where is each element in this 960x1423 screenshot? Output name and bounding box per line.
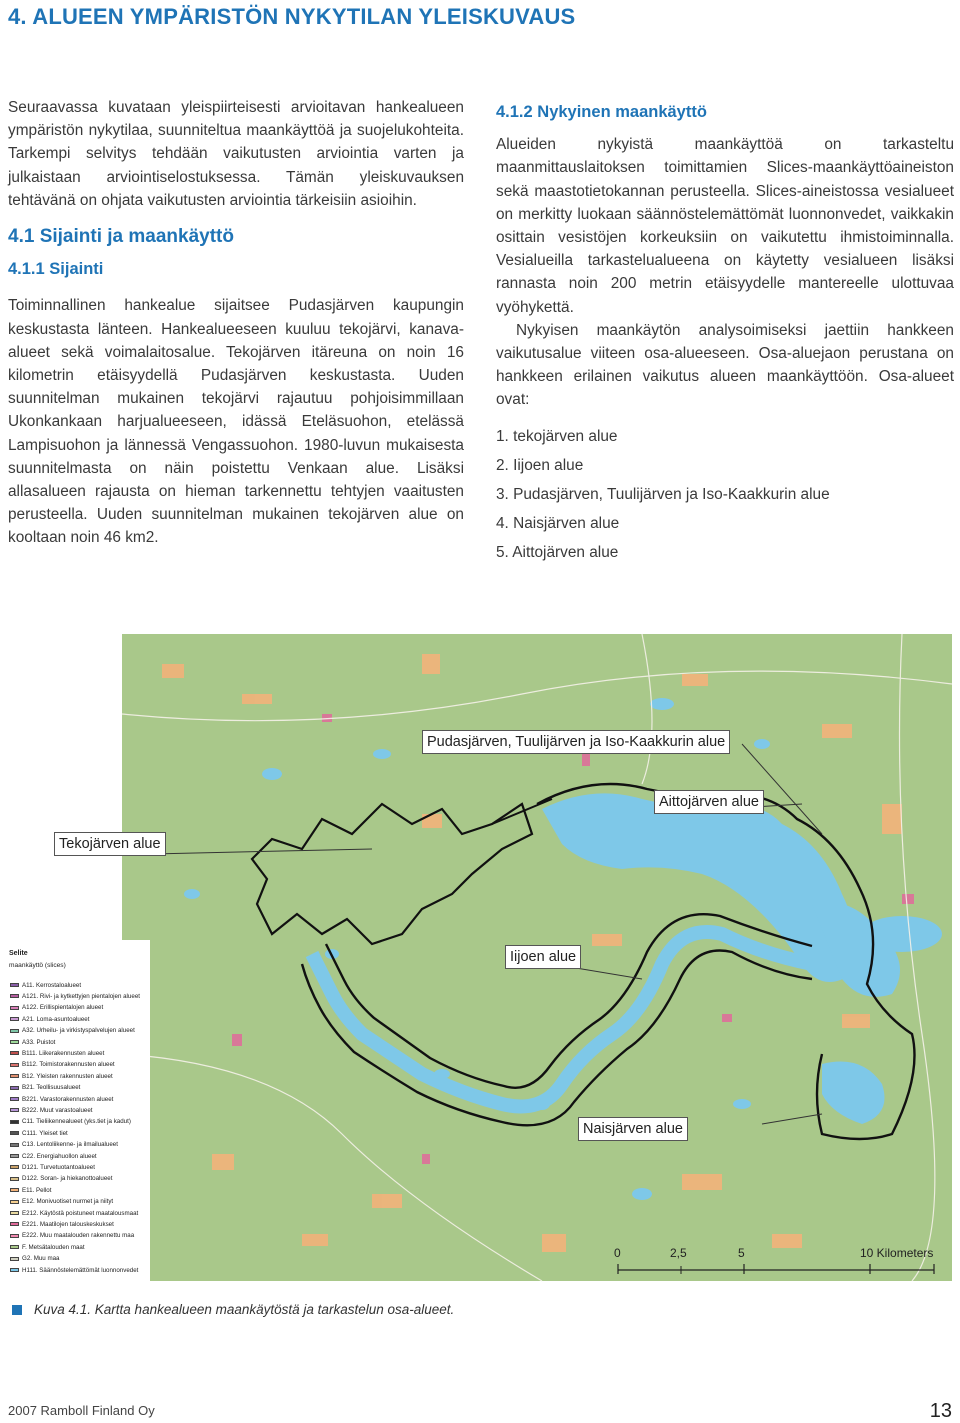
legend-label: D122. Soran- ja hiekanottoalueet — [22, 1175, 113, 1183]
legend-swatch — [10, 1086, 19, 1090]
legend-item — [10, 1151, 97, 1161]
caption-bullet-icon — [12, 1305, 22, 1315]
legend-swatch — [10, 1188, 19, 1192]
legend-label: F. Metsätalouden maat — [22, 1243, 85, 1251]
legend-label: A11. Kerrostaloalueet — [22, 981, 82, 989]
legend-item — [10, 980, 81, 990]
list-item: 1. tekojärven alue — [496, 427, 618, 445]
legend-label: B221. Varastorakennusten alueet — [22, 1095, 114, 1103]
legend-swatch — [10, 1097, 19, 1101]
legend-label: B112. Toimistorakennusten alueet — [22, 1061, 115, 1069]
legend-swatch — [10, 983, 19, 987]
legend-swatch — [10, 994, 19, 998]
left-column — [8, 96, 464, 550]
legend-item — [10, 1242, 85, 1252]
scale-tick-10: 10 Kilometers — [860, 1246, 934, 1260]
callout-iijoki: Iijoen alue — [505, 945, 581, 969]
legend-label: E221. Maatilojen talouskeskukset — [22, 1220, 114, 1228]
legend-swatch — [10, 1120, 19, 1124]
list-item: 2. Iijoen alue — [496, 456, 584, 474]
legend-label: A122. Erillispientalojen alueet — [22, 1004, 104, 1012]
figure-caption — [12, 1302, 454, 1317]
subarea-list — [496, 422, 954, 567]
scale-tick-0: 0 — [614, 1246, 621, 1260]
legend-swatch — [10, 1154, 19, 1158]
legend-item — [10, 1162, 95, 1172]
legend-label: C111. Yleiset tiet — [22, 1129, 68, 1137]
caption-text: Kuva 4.1. Kartta hankealueen maankäytöstä ja tarkastelun osa-alueet. — [34, 1302, 455, 1317]
chapter-title: 4. ALUEEN YMPÄRISTÖN NYKYTILAN YLEISKUVAUS — [8, 4, 576, 29]
legend-swatch — [10, 1211, 19, 1215]
legend-item — [10, 1071, 113, 1081]
legend-item — [10, 1208, 138, 1218]
legend-swatch — [10, 1222, 19, 1226]
legend-label: C13. Lentoliikenne- ja ilmailualueet — [22, 1141, 118, 1149]
legend-item — [10, 1117, 131, 1127]
legend-label: H111. Säännöstelemättömät luonnonvedet — [22, 1266, 139, 1274]
legend-label: E212. Käytöstä poistuneet maatalousmaat — [22, 1209, 139, 1217]
legend-label: D121. Turvetuotantoalueet — [22, 1163, 95, 1171]
legend-swatch — [10, 1257, 19, 1261]
callout-naisjarvi: Naisjärven alue — [578, 1117, 688, 1141]
section-heading-4-1: 4.1 Sijainti ja maankäyttö — [8, 226, 234, 248]
legend-item — [10, 1014, 89, 1024]
legend-item — [10, 1026, 135, 1036]
callout-tekojarvi: Tekojärven alue — [54, 832, 166, 856]
map-legend — [0, 940, 150, 1281]
legend-title: Selite — [9, 950, 28, 957]
legend-item — [10, 1219, 114, 1229]
legend-swatch — [10, 1165, 19, 1169]
legend-item — [10, 991, 140, 1001]
section-heading-4-1-1: 4.1.1 Sijainti — [8, 260, 104, 279]
legend-label: C22. Energiahuollon alueet — [22, 1152, 97, 1160]
legend-swatch — [10, 1040, 19, 1044]
legend-item — [10, 1128, 68, 1138]
footer-company: 2007 Ramboll Finland Oy — [8, 1403, 155, 1418]
legend-label: E11. Pellot — [22, 1186, 52, 1194]
legend-item — [10, 1003, 103, 1013]
legend-item — [10, 1231, 134, 1241]
legend-label: E222. Muu maatalouden rakennettu maa — [22, 1232, 135, 1240]
legend-swatch — [10, 1234, 19, 1238]
section-heading-4-1-2: 4.1.2 Nykyinen maankäyttö — [496, 103, 707, 121]
legend-item — [10, 1105, 93, 1115]
legend-swatch — [10, 1200, 19, 1204]
legend-label: A32. Urheilu- ja virkistyspalvelujen alueet — [22, 1027, 135, 1035]
legend-swatch — [10, 1006, 19, 1010]
legend-item — [10, 1094, 113, 1104]
legend-item — [10, 1140, 118, 1150]
legend-swatch — [10, 1131, 19, 1135]
legend-swatch — [10, 1268, 19, 1272]
list-item: 3. Pudasjärven, Tuulijärven ja Iso-Kaakkurin alue — [496, 485, 830, 503]
legend-subtitle: maankäyttö (slices) — [9, 962, 66, 969]
legend-swatch — [10, 1029, 19, 1033]
legend-label: A121. Rivi- ja kytkettyjen pientalojen alueet — [22, 992, 140, 1000]
legend-label: B222. Muut varastoalueet — [22, 1106, 93, 1114]
landuse-paragraph-1: Alueiden nykyistä maankäyttöä on tarkasteltu maanmittauslaitoksen toimittamien Slices-maankäyttöaineiston sekä maastotietokannan perusteella. Slices-aineistossa vesialueet on merkitty luokaan säännöstelemättömät luonnonvedet, vaikkakin osittain vesistöjen korkeuksiin on vaikutettu ihmistoiminnalla. Vesialueilla tarkastelualueena on käytetty vesialueen lisäksi rannasta noin 200 metrin etäisyydelle mantereelle ulottuvaa vyöhykettä. — [496, 136, 954, 316]
legend-item — [10, 1174, 112, 1184]
legend-label: C11. Tieliikennealueet (yks.tiet ja kadut) — [22, 1118, 131, 1126]
legend-swatch — [10, 1051, 19, 1055]
callout-aittojarvi: Aittojärven alue — [654, 790, 764, 814]
legend-label: B12. Yleisten rakennusten alueet — [22, 1072, 113, 1080]
legend-label: G2. Muu maa — [22, 1255, 60, 1263]
legend-item — [10, 1254, 60, 1264]
scale-tick-5: 5 — [738, 1246, 745, 1260]
list-item: 4. Naisjärven alue — [496, 514, 620, 532]
legend-item — [10, 1048, 104, 1058]
intro-paragraph: Seuraavassa kuvataan yleispiirteisesti arvioitavan hankealueen ympäristön nykytilaa, suunniteltua maankäyttöä ja suojelukohteita. Tarkempi selvitys tehdään vaikutusten arviointia varten ja julkaistaan arviointiselostuksessa. Tämän yleiskuvauksen tehtävänä on ohjata vaikutusten arviointia tärkeisiin asioihin. — [8, 99, 464, 209]
legend-label: B21. Teollisuusalueet — [22, 1084, 81, 1092]
legend-item — [10, 1060, 115, 1070]
scale-bar — [614, 1246, 938, 1280]
legend-swatch — [10, 1074, 19, 1078]
legend-label: A33. Puistot — [22, 1038, 56, 1046]
location-paragraph: Toiminnallinen hankealue sijaitsee Pudasjärven kaupungin keskustasta länteen. Hankealueeseen kuuluu tekojärvi, kanava-alueet sekä voimalaitosalue. Tekojärven itäreuna on noin 16 kilometrin etäisyydellä Pudasjärven keskustasta. Uuden suunnitelman mukainen tekojärvi rajautuu pohjoisimmillaan Ukonkankaan harjualueeseen, idässä Eteläsuohon, etelässä Lampisuohon ja lännessä Vengassuohon. 1980-luvun mukaisesta suunnitelmasta on näin poistettu Venkaan alue. Lisäksi allasalueen rajausta on hieman tarkennettu tehtyjen vaaitusten perusteella. Uuden suunnitelman mukainen tekojärven alue on kooltaan noin 46 km2. — [8, 297, 464, 547]
legend-swatch — [10, 1245, 19, 1249]
legend-item — [10, 1197, 113, 1207]
legend-swatch — [10, 1177, 19, 1181]
legend-label: B111. Liikerakennusten alueet — [22, 1049, 105, 1057]
callout-pudasjarvi: Pudasjärven, Tuulijärven ja Iso-Kaakkurin alue — [422, 730, 730, 754]
legend-label: E12. Monivuotiset nurmet ja niityt — [22, 1198, 114, 1206]
legend-swatch — [10, 1108, 19, 1112]
page-number: 13 — [929, 1400, 952, 1422]
legend-swatch — [10, 1017, 19, 1021]
scale-tick-2-5: 2,5 — [670, 1246, 687, 1260]
legend-item — [10, 1083, 80, 1093]
legend-item — [10, 1185, 51, 1195]
legend-item — [10, 1037, 55, 1047]
landuse-paragraph-2: Nykyisen maankäytön analysoimiseksi jaettiin hankkeen vaikutusalue viiteen osa-alueeseen. Osa-aluejaon perustana on hankkeen erilainen vaikutus alueen maankäyttöön. Osa-alueet ovat: — [496, 321, 954, 409]
legend-item — [10, 1265, 138, 1275]
legend-swatch — [10, 1143, 19, 1147]
list-item: 5. Aittojärven alue — [496, 543, 619, 561]
legend-label: A21. Loma-asuntoalueet — [22, 1015, 90, 1023]
legend-swatch — [10, 1063, 19, 1067]
right-column — [496, 101, 954, 567]
